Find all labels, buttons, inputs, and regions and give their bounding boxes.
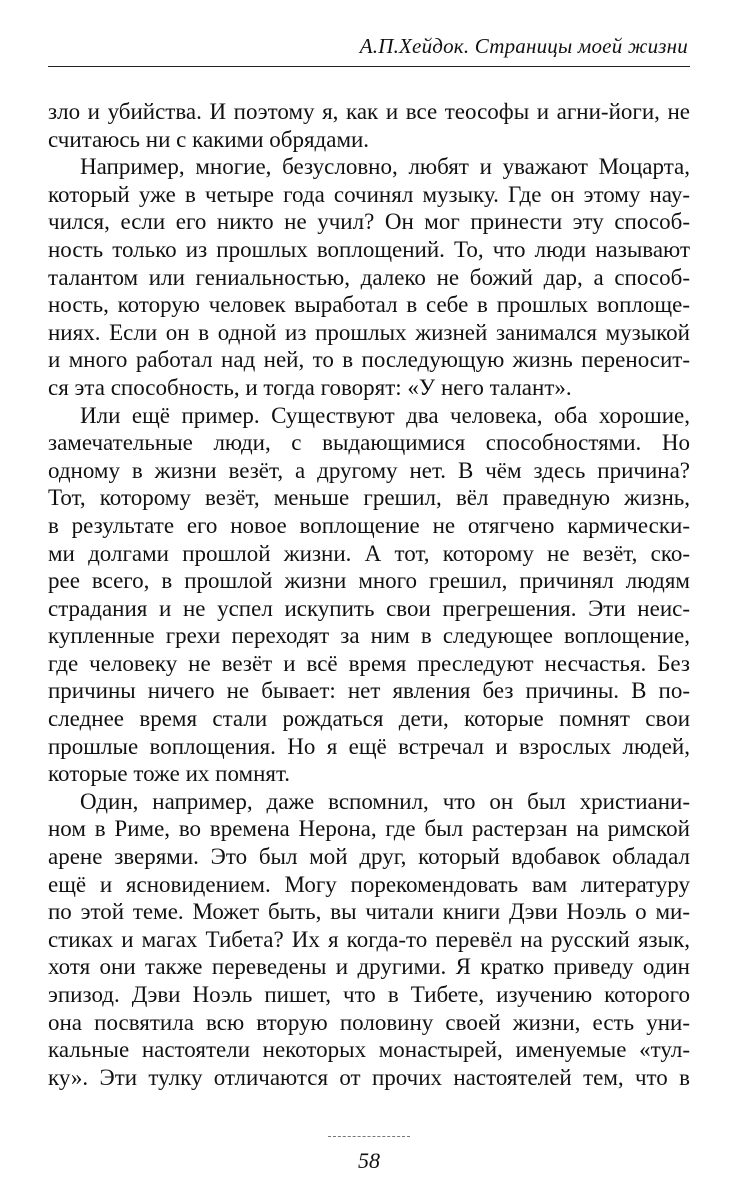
page-number: 58	[358, 1148, 380, 1173]
body-text	[48, 98, 690, 1091]
text-line: Например, многие, безусловно, любят и уважают Моцарта,	[80, 154, 690, 180]
header-rule	[48, 66, 690, 67]
text-line: арене зверями. Это был мой друг, который вдобавок обладал	[48, 844, 690, 870]
footer-rule	[328, 1136, 410, 1137]
text-line: которые тоже их помнят.	[48, 761, 291, 787]
text-line: эпизод. Дэви Ноэль пишет, что в Тибете, изучению которого	[48, 982, 690, 1007]
text-line: стиках и магах Тибета? Их я когда-то перевёл на русский язык,	[48, 926, 690, 952]
text-line: который уже в четыре года сочинял музыку. Где он этому нау-	[48, 181, 690, 207]
running-header: А.П.Хейдок. Страницы моей жизни	[359, 34, 688, 58]
text-line: зло и убийства. И поэтому я, как и все теософы и агни-йоги, не	[48, 99, 690, 124]
text-line: одному в жизни везёт, а другому нет. В чём здесь причина?	[48, 457, 690, 483]
text-line: купленные грехи переходят за ним в следующее воплощение,	[48, 623, 690, 649]
text-line: ку». Эти тулку отличаются от прочих настоятелей тем, что в	[48, 1064, 690, 1090]
text-line: Один, например, даже вспомнил, что он был христиани-	[80, 788, 690, 814]
text-line: и много работал над ней, то в последующую жизнь переносит-	[48, 347, 690, 373]
text-line: в результате его новое воплощение не отягчено кармически-	[48, 512, 690, 538]
text-line: где человеку не везёт и всё время преследуют несчастья. Без	[48, 650, 690, 676]
text-line: Или ещё пример. Существуют два человека, оба хорошие,	[80, 402, 690, 428]
text-line: талантом или гениальностью, далеко не божий дар, а способ-	[48, 264, 690, 290]
text-line: Тот, которому везёт, меньше грешил, вёл праведную жизнь,	[48, 485, 690, 511]
text-line: следнее время стали рождаться дети, которые помнят свои	[48, 706, 690, 732]
text-line: ность только из прошлых воплощений. То, что люди называют	[48, 236, 690, 262]
text-line: ся эта способность, и тогда говорят: «У него талант».	[48, 374, 572, 400]
text-line: ном в Риме, во времена Нерона, где был растерзан на римской	[48, 816, 690, 842]
text-line: ми долгами прошлой жизни. А тот, которому не везёт, ско-	[48, 540, 690, 566]
text-line: она посвятила всю вторую половину своей жизни, есть уни-	[48, 1009, 690, 1035]
text-line: по этой теме. Может быть, вы читали книги Дэви Ноэль о ми-	[48, 899, 690, 925]
text-line: считаюсь ни с какими обрядами.	[48, 126, 370, 152]
text-line: причины ничего не бывает: нет явления без причины. В по-	[48, 678, 690, 704]
text-line: замечательные люди, с выдающимися способностями. Но	[48, 430, 690, 456]
text-line: прошлые воплощения. Но я ещё встречал и взрослых людей,	[48, 733, 690, 759]
text-line: кальные настоятели некоторых монастырей, именуемые «тул-	[48, 1037, 690, 1063]
text-line: чился, если его никто не учил? Он мог принести эту способ-	[48, 209, 690, 235]
text-line: хотя они также переведены и другими. Я кратко приведу один	[48, 954, 690, 980]
text-line: страдания и не успел искупить свои прегрешения. Эти неис-	[48, 595, 690, 621]
text-line: ность, которую человек выработал в себе в прошлых воплоще-	[48, 292, 690, 318]
text-line: ещё и ясновидением. Могу порекомендовать вам литературу	[48, 871, 690, 897]
text-line: рее всего, в прошлой жизни много грешил, причинял людям	[48, 568, 690, 594]
text-line: ниях. Если он в одной из прошлых жизней занимался музыкой	[48, 319, 690, 345]
